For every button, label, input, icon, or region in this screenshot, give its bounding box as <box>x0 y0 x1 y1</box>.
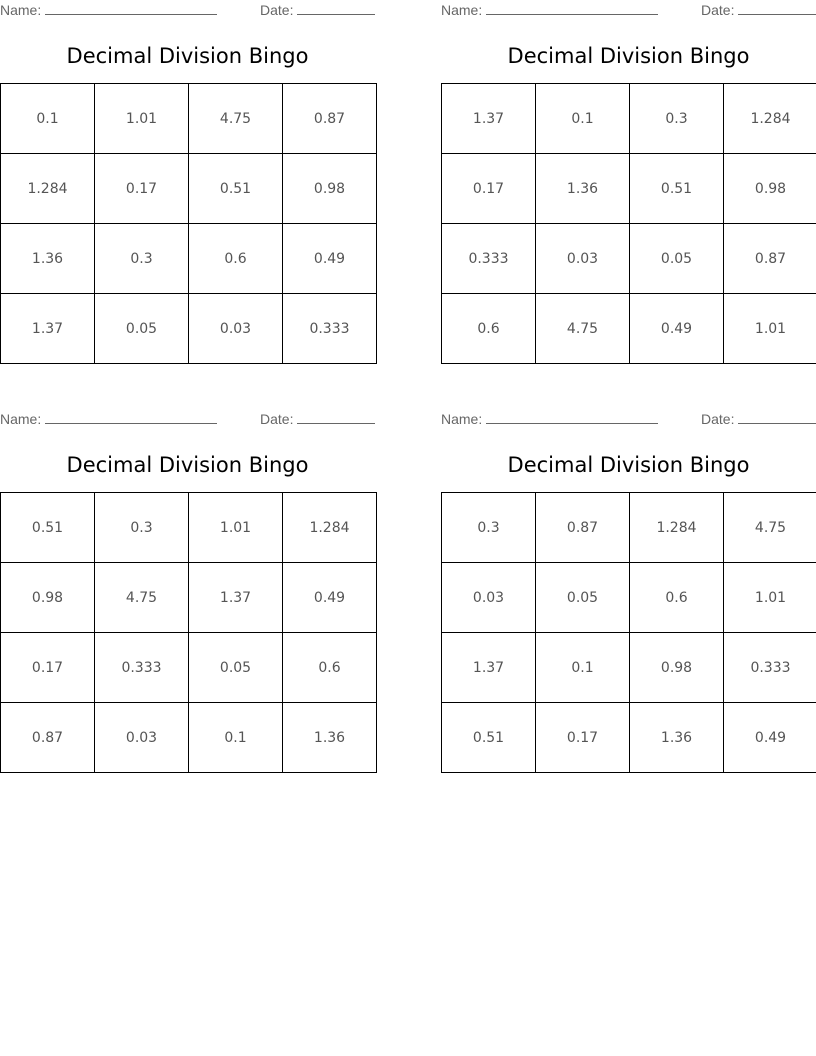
bingo-cell[interactable]: 0.05 <box>536 563 630 633</box>
bingo-cell[interactable]: 1.37 <box>189 563 283 633</box>
bingo-cell[interactable]: 1.01 <box>724 294 816 364</box>
bingo-cell[interactable]: 0.1 <box>1 84 95 154</box>
bingo-cell[interactable]: 0.3 <box>95 224 189 294</box>
date-field[interactable] <box>260 2 375 18</box>
bingo-cell[interactable]: 1.37 <box>442 84 536 154</box>
date-field[interactable] <box>701 411 816 427</box>
bingo-cell[interactable]: 0.17 <box>95 154 189 224</box>
bingo-cell[interactable]: 0.05 <box>95 294 189 364</box>
bingo-grid <box>0 83 377 364</box>
bingo-cell[interactable]: 1.37 <box>1 294 95 364</box>
name-label: Name: <box>0 2 42 18</box>
bingo-cell[interactable]: 0.6 <box>189 224 283 294</box>
date-line[interactable] <box>297 411 375 424</box>
bingo-cell[interactable]: 1.36 <box>630 703 724 773</box>
card-title: Decimal Division Bingo <box>507 453 750 477</box>
bingo-cell[interactable]: 0.51 <box>442 703 536 773</box>
bingo-grid <box>0 492 377 773</box>
bingo-cell[interactable]: 0.17 <box>442 154 536 224</box>
bingo-cell[interactable]: 0.51 <box>630 154 724 224</box>
grid-row <box>442 84 816 154</box>
bingo-cell[interactable]: 0.1 <box>536 633 630 703</box>
bingo-cell[interactable]: 4.75 <box>724 493 816 563</box>
bingo-cell[interactable]: 0.05 <box>630 224 724 294</box>
date-line[interactable] <box>738 2 816 15</box>
grid-row <box>1 84 377 154</box>
bingo-cell[interactable]: 0.98 <box>283 154 377 224</box>
bingo-cell[interactable]: 0.333 <box>283 294 377 364</box>
bingo-cell[interactable]: 0.49 <box>283 563 377 633</box>
bingo-cell[interactable]: 0.03 <box>536 224 630 294</box>
grid-row <box>1 633 377 703</box>
grid-row <box>442 493 816 563</box>
bingo-cell[interactable]: 1.284 <box>724 84 816 154</box>
date-field[interactable] <box>701 2 816 18</box>
grid-row <box>1 493 377 563</box>
bingo-cell[interactable]: 1.36 <box>283 703 377 773</box>
bingo-cell[interactable]: 0.3 <box>442 493 536 563</box>
bingo-cell[interactable]: 0.03 <box>189 294 283 364</box>
name-line[interactable] <box>486 411 658 424</box>
bingo-cell[interactable]: 0.1 <box>189 703 283 773</box>
card-title: Decimal Division Bingo <box>66 44 309 68</box>
bingo-cell[interactable]: 1.284 <box>283 493 377 563</box>
bingo-cell[interactable]: 1.284 <box>1 154 95 224</box>
name-line[interactable] <box>486 2 658 15</box>
bingo-cell[interactable]: 1.36 <box>1 224 95 294</box>
bingo-cell[interactable]: 4.75 <box>189 84 283 154</box>
date-line[interactable] <box>738 411 816 424</box>
grid-row <box>1 154 377 224</box>
bingo-cell[interactable]: 1.37 <box>442 633 536 703</box>
name-field[interactable] <box>0 2 217 18</box>
bingo-cell[interactable]: 1.36 <box>536 154 630 224</box>
date-field[interactable] <box>260 411 375 427</box>
bingo-cell[interactable]: 0.6 <box>630 563 724 633</box>
card-title: Decimal Division Bingo <box>507 44 750 68</box>
bingo-grid <box>441 492 816 773</box>
name-label: Name: <box>441 411 483 427</box>
bingo-cell[interactable]: 0.3 <box>95 493 189 563</box>
bingo-cell[interactable]: 0.51 <box>189 154 283 224</box>
bingo-cell[interactable]: 0.3 <box>630 84 724 154</box>
name-line[interactable] <box>45 411 217 424</box>
bingo-cell[interactable]: 0.98 <box>724 154 816 224</box>
bingo-cell[interactable]: 0.6 <box>283 633 377 703</box>
grid-row <box>1 703 377 773</box>
grid-row <box>442 224 816 294</box>
name-field[interactable] <box>0 411 217 427</box>
bingo-cell[interactable]: 0.87 <box>536 493 630 563</box>
date-label: Date: <box>701 411 735 427</box>
bingo-cell[interactable]: 1.284 <box>630 493 724 563</box>
bingo-cell[interactable]: 0.333 <box>724 633 816 703</box>
bingo-cell[interactable]: 0.03 <box>442 563 536 633</box>
date-label: Date: <box>701 2 735 18</box>
grid-row <box>442 563 816 633</box>
bingo-cell[interactable]: 0.98 <box>630 633 724 703</box>
grid-row <box>442 703 816 773</box>
grid-row <box>1 294 377 364</box>
card-title: Decimal Division Bingo <box>66 453 309 477</box>
bingo-cell[interactable]: 0.17 <box>536 703 630 773</box>
bingo-card-2 <box>441 0 816 365</box>
bingo-cell[interactable]: 0.49 <box>630 294 724 364</box>
date-label: Date: <box>260 2 294 18</box>
bingo-cell[interactable]: 0.17 <box>1 633 95 703</box>
bingo-cell[interactable]: 0.87 <box>1 703 95 773</box>
name-field[interactable] <box>441 2 658 18</box>
name-label: Name: <box>0 411 42 427</box>
bingo-cell[interactable]: 0.03 <box>95 703 189 773</box>
bingo-cell[interactable]: 0.87 <box>283 84 377 154</box>
grid-row <box>1 224 377 294</box>
name-field[interactable] <box>441 411 658 427</box>
bingo-cell[interactable]: 0.333 <box>442 224 536 294</box>
bingo-cell[interactable]: 1.01 <box>95 84 189 154</box>
grid-row <box>1 563 377 633</box>
bingo-cell[interactable]: 1.01 <box>189 493 283 563</box>
bingo-cell[interactable]: 0.333 <box>95 633 189 703</box>
bingo-cell[interactable]: 0.49 <box>283 224 377 294</box>
bingo-cell[interactable]: 0.98 <box>1 563 95 633</box>
bingo-card-1 <box>0 0 375 365</box>
bingo-cell[interactable]: 0.6 <box>442 294 536 364</box>
bingo-cell[interactable]: 0.1 <box>536 84 630 154</box>
bingo-cell[interactable]: 0.05 <box>189 633 283 703</box>
name-label: Name: <box>441 2 483 18</box>
bingo-cell[interactable]: 4.75 <box>95 563 189 633</box>
name-line[interactable] <box>45 2 217 15</box>
date-line[interactable] <box>297 2 375 15</box>
bingo-cell[interactable]: 0.87 <box>724 224 816 294</box>
bingo-cell[interactable]: 0.51 <box>1 493 95 563</box>
bingo-cell[interactable]: 1.01 <box>724 563 816 633</box>
bingo-cell[interactable]: 0.49 <box>724 703 816 773</box>
bingo-cell[interactable]: 4.75 <box>536 294 630 364</box>
grid-row <box>442 154 816 224</box>
grid-row <box>442 633 816 703</box>
grid-row <box>442 294 816 364</box>
bingo-grid <box>441 83 816 364</box>
bingo-card-4 <box>441 409 816 774</box>
date-label: Date: <box>260 411 294 427</box>
bingo-card-3 <box>0 409 375 774</box>
